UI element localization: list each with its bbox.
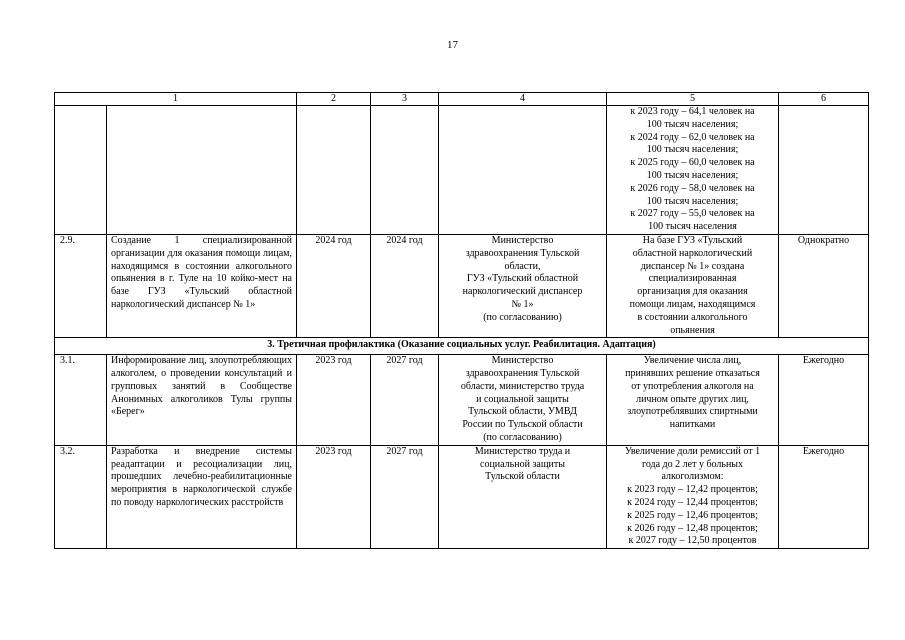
executor-line: Министерство <box>491 234 554 246</box>
executor-line: России по Тульской области <box>462 419 583 431</box>
cell-end <box>371 106 439 235</box>
executor-line: области, <box>504 260 541 272</box>
executor-line: и социальной защиты <box>476 393 569 405</box>
executor-line: Министерство труда и <box>474 445 571 457</box>
cell-end: 2027 год <box>371 355 439 446</box>
result-line: Увеличение числа лиц, <box>643 355 742 367</box>
result-line: к 2027 году – 12,50 процентов <box>628 535 757 547</box>
result-line: диспансер № 1» создана <box>640 260 745 272</box>
result-line: помощи лицам, находящимся <box>629 298 756 310</box>
result-line: к 2026 году – 12,48 процентов; <box>627 522 758 534</box>
executor-line: здравоохранения Тульской <box>465 367 580 379</box>
cell-start: 2023 год <box>297 445 371 548</box>
executor-line: (по согласованию) <box>483 431 562 443</box>
column-number-6: 6 <box>779 93 869 106</box>
result-line: алкоголизмом: <box>661 471 724 483</box>
result-line: к 2024 году – 62,0 человек на <box>630 131 755 143</box>
cell-num: 3.2. <box>55 445 107 548</box>
page-number: 17 <box>447 39 458 51</box>
column-number-4: 4 <box>439 93 607 106</box>
result-line: На базе ГУЗ «Тульский <box>642 234 743 246</box>
cell-start: 2023 год <box>297 355 371 446</box>
executor-line: (по согласованию) <box>483 311 562 323</box>
cell-result <box>607 355 779 446</box>
result-line: к 2026 году – 58,0 человек на <box>630 182 755 194</box>
result-line: областной наркологический <box>632 247 753 259</box>
cell-result <box>607 106 779 235</box>
cell-executor <box>439 106 607 235</box>
table-row-2-9 <box>55 234 869 337</box>
result-line: 100 тысяч населения; <box>646 144 739 156</box>
result-line: к 2027 году – 55,0 человек на <box>630 208 755 220</box>
cell-executor <box>439 355 607 446</box>
cell-result <box>607 234 779 337</box>
cell-executor <box>439 445 607 548</box>
executor-line: Тульской области, УМВД <box>468 406 577 418</box>
measures-table <box>54 92 869 549</box>
cell-frequency: Ежегодно <box>779 445 869 548</box>
table-row-continuation <box>55 106 869 235</box>
executor-line: социальной защиты <box>480 458 565 470</box>
cell-end: 2024 год <box>371 234 439 337</box>
table-row-3-2 <box>55 445 869 548</box>
cell-measure: Создание 1 специализированной организации для оказания помощи лицам, находящимся в состоянии алкогольного опьянения в г. Туле на 10 койко-мест на базе ГУЗ «Тульский областной наркологический диспансер № 1» <box>107 234 297 337</box>
section-title: 3. Третичная профилактика (Оказание социальных услуг. Реабилитация. Адаптация) <box>55 338 869 355</box>
result-line: 100 тысяч населения; <box>646 195 739 207</box>
result-line: Увеличение доли ремиссий от 1 <box>624 445 761 457</box>
cell-num <box>55 106 107 235</box>
executor-line: Министерство <box>491 355 554 367</box>
result-line: 100 тысяч населения; <box>646 118 739 130</box>
result-line: к 2023 году – 12,42 процентов; <box>627 484 758 496</box>
executor-line: Тульской области <box>485 471 560 483</box>
result-line: к 2025 году – 60,0 человек на <box>630 157 755 169</box>
cell-result <box>607 445 779 548</box>
cell-start <box>297 106 371 235</box>
result-line: 100 тысяч населения <box>648 221 737 233</box>
result-line: года до 2 лет у больных <box>641 458 744 470</box>
executor-line: здравоохранения Тульской <box>465 247 580 259</box>
result-line: личном опыте других лиц, <box>636 393 749 405</box>
cell-measure: Информирование лиц, злоупотребляющих алкоголем, о проведении консультаций и групповых занятий в Сообществе Анонимных алкоголиков Тулы группы «Берег» <box>107 355 297 446</box>
cell-frequency <box>779 106 869 235</box>
table-row-3-1 <box>55 355 869 446</box>
executor-line: наркологический диспансер <box>462 286 583 298</box>
result-line: к 2023 году – 64,1 человек на <box>630 106 755 117</box>
result-line: к 2024 году – 12,44 процентов; <box>627 496 758 508</box>
executor-line: области, министерство труда <box>460 380 585 392</box>
cell-frequency: Однократно <box>779 234 869 337</box>
column-number-5: 5 <box>607 93 779 106</box>
cell-executor <box>439 234 607 337</box>
cell-num: 2.9. <box>55 234 107 337</box>
result-line: опьянения <box>670 324 715 336</box>
cell-frequency: Ежегодно <box>779 355 869 446</box>
column-number-1: 1 <box>55 93 297 106</box>
result-line: в состоянии алкогольного <box>637 311 748 323</box>
column-number-3: 3 <box>371 93 439 106</box>
result-line: напитками <box>669 419 716 431</box>
column-number-2: 2 <box>297 93 371 106</box>
result-line: принявших решение отказаться <box>625 367 760 379</box>
result-line: 100 тысяч населения; <box>646 169 739 181</box>
result-line: организация для оказания <box>637 286 748 298</box>
cell-start: 2024 год <box>297 234 371 337</box>
cell-measure <box>107 106 297 235</box>
executor-line: ГУЗ «Тульский областной <box>466 273 579 285</box>
cell-measure: Разработка и внедрение системы реадаптации и ресоциализации лиц, прошедших лечебно-реабилитационные мероприятия в наркологической службе по поводу наркологических расстройств <box>107 445 297 548</box>
cell-end: 2027 год <box>371 445 439 548</box>
result-line: от употребления алкоголя на <box>631 380 754 392</box>
column-number-header-row <box>55 93 869 106</box>
section-row <box>55 338 869 355</box>
cell-num: 3.1. <box>55 355 107 446</box>
result-line: злоупотреблявших спиртными <box>627 406 758 418</box>
result-line: специализированная <box>648 273 737 285</box>
executor-line: № 1» <box>511 298 534 310</box>
result-line: к 2025 году – 12,46 процентов; <box>627 509 758 521</box>
